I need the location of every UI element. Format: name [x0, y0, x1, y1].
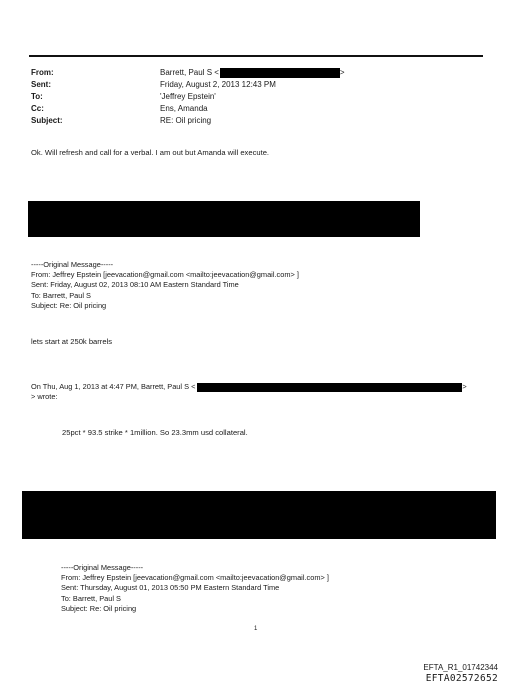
header-from-row [31, 67, 345, 79]
from-name: Barrett, Paul S < [160, 68, 219, 77]
footer-bates-2: EFTA02572652 [425, 673, 498, 684]
original-to: To: Barrett, Paul S [61, 593, 121, 603]
original-subject: Subject: Re: Oil pricing [31, 300, 107, 310]
email-header [31, 67, 345, 127]
sent-value: Friday, August 2, 2013 12:43 PM [160, 80, 276, 89]
footer-bates-1: EFTA_R1_01742344 [423, 663, 498, 672]
redaction-block [22, 491, 496, 539]
header-rule [29, 55, 483, 57]
cc-label: Cc: [31, 104, 44, 113]
message-body-3: 25pct * 93.5 strike * 1million. So 23.3mm usd collateral. [62, 428, 248, 437]
redaction-bar [220, 68, 340, 78]
redaction-bar [197, 383, 462, 392]
to-label: To: [31, 92, 43, 101]
message-body-2: lets start at 250k barrels [31, 337, 113, 346]
original-message-2 [61, 563, 329, 614]
redaction-block [28, 201, 420, 237]
header-to-row [31, 91, 345, 103]
original-heading: -----Original Message----- [61, 563, 144, 572]
sent-label: Sent: [31, 80, 51, 89]
original-message-1 [31, 260, 299, 311]
to-value: 'Jeffrey Epstein' [160, 92, 216, 101]
quote-line-2: > wrote: [31, 392, 58, 402]
quote-line-1-tail: > [462, 382, 467, 391]
from-label: From: [31, 68, 54, 77]
quote-line-1-text: On Thu, Aug 1, 2013 at 4:47 PM, Barrett, Paul S < [31, 382, 196, 391]
header-sent-row [31, 79, 345, 91]
page-number: 1 [254, 626, 258, 632]
original-sent: Sent: Thursday, August 01, 2013 05:50 PM Eastern Standard Time [61, 583, 280, 593]
header-cc-row [31, 103, 345, 115]
original-from: From: Jeffrey Epstein [jeevacation@gmail.com <mailto:jeevacation@gmail.com> ] [61, 573, 329, 583]
quote-attribution [31, 382, 467, 402]
original-subject: Subject: Re: Oil pricing [61, 603, 137, 613]
header-subject-row [31, 115, 345, 127]
original-to: To: Barrett, Paul S [31, 290, 91, 300]
from-tail: > [339, 68, 345, 77]
subject-value: RE: Oil pricing [160, 116, 212, 125]
quote-line-1 [31, 382, 467, 392]
from-value [160, 67, 345, 79]
reply-body: Ok. Will refresh and call for a verbal. I am out but Amanda will execute. [31, 148, 270, 157]
cc-value: Ens, Amanda [160, 104, 208, 113]
subject-label: Subject: [31, 116, 63, 125]
original-heading: -----Original Message----- [31, 260, 114, 269]
original-from: From: Jeffrey Epstein [jeevacation@gmail.com <mailto:jeevacation@gmail.com> ] [31, 270, 299, 280]
original-sent: Sent: Friday, August 02, 2013 08:10 AM Eastern Standard Time [31, 280, 239, 290]
